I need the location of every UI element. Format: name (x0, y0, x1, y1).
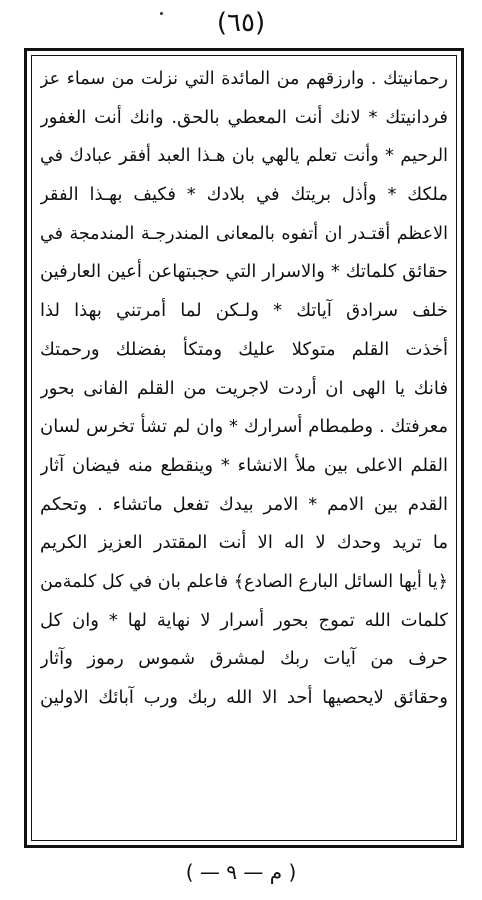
ink-speck (160, 12, 163, 15)
text-line: فردانيتك * لانك أنت المعطي بالحق. وانك أنت الغفور (40, 106, 448, 128)
text-line: فانك يا الهى ان أردت لاجريت من القلم الفانى بحور (40, 377, 448, 399)
page-number: (٦٥) (216, 8, 266, 38)
text-line: حرف من آيات ربك لمشرق شموس رموز وآثار (40, 648, 448, 670)
signature-mark: ( م — ٩ — ) (185, 860, 297, 884)
text-line: كلمات الله تموج بحور أسرار لا نهاية لها * وان كل (40, 609, 448, 631)
text-line: ﴿يا أيها السائل البارع الصادع﴾ فاعلم بان في كل كلمةمن (40, 571, 448, 592)
text-line: القدم بين الامم * الامر بيدك تفعل ماتشاء . وتحكم (40, 493, 448, 515)
text-line: رحمانيتك . وارزقهم من المائدة التي نزلت من سماء عز (40, 69, 448, 89)
text-line: القلم الاعلى بين ملأ الانشاء * وينقطع منه فيضان آثار (40, 454, 448, 476)
body-text (40, 60, 448, 836)
text-line: الاعظم أقتـدر ان أتفوه بالمعانى المندرجـة المندمجة في (40, 223, 448, 244)
text-line: خلف سرادق آياتك * ولـكن لما أمرتني بهذا لذا (40, 300, 448, 322)
text-line: حقائق كلماتك * والاسرار التي حجبتهاعن أعين العارفين (40, 261, 448, 283)
text-line: ملكك * وأذل بريتك في بلادك * فكيف بهـذا الفقر (40, 184, 448, 206)
text-line: الرحيم * وأنت تعلم يالهي بان هـذا العبد أفقر عبادك في (40, 146, 448, 167)
text-line: وحقائق لايحصيها أحد الا الله ربك ورب آبائك الاولين (40, 687, 448, 708)
text-line: ما تريد وحدك لا اله الا أنت المقتدر العزيز الكريم (40, 532, 448, 554)
text-line: معرفتك . وطمطام أسرارك * وان لم تشأ تخرس لسان (40, 416, 448, 438)
text-line: أخذت القلم متوكلا عليك ومتكأ بفضلك ورحمتك (40, 338, 448, 360)
